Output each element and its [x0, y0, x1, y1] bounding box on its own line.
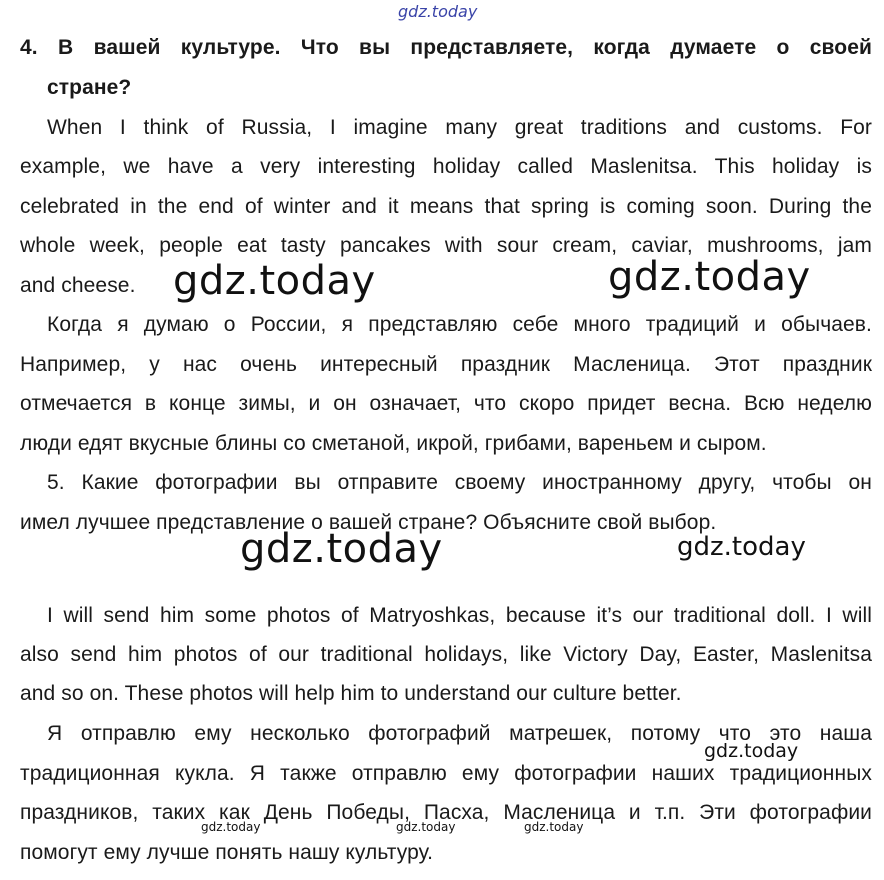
q4-en-line1: When I think of Russia, I imagine many great traditions and customs. For	[47, 116, 872, 139]
q5-ru-line2: традиционная кукла. Я также отправлю ему фотографии наших традиционных	[20, 762, 872, 785]
watermark-8: gdz.today	[524, 820, 584, 834]
q4-ru-line2: Например, у нас очень интересный праздник Масленица. Этот праздник	[20, 353, 872, 376]
q5-en-line3: and so on. These photos will help him to understand our culture better.	[20, 682, 682, 705]
q5-title-line2: имел лучшее представление о вашей стране? Объясните свой выбор.	[20, 511, 717, 534]
watermark-2: gdz.today	[608, 254, 811, 300]
q4-title-line2: стране?	[47, 76, 132, 99]
q5-ru-line1: Я отправлю ему несколько фотографий матрешек, потому что это наша	[47, 722, 872, 745]
q4-en-line2: example, we have a very interesting holiday called Maslenitsa. This holiday is	[20, 155, 872, 178]
watermark-4: gdz.today	[677, 532, 806, 562]
q5-en-line2: also send him photos of our traditional holidays, like Victory Day, Easter, Maslenitsa	[20, 643, 872, 666]
q4-ru-line1: Когда я думаю о России, я представляю себе много традиций и обычаев.	[47, 313, 872, 336]
watermark-3: gdz.today	[240, 526, 443, 572]
q4-en-line5: and cheese.	[20, 274, 136, 297]
watermark-5: gdz.today	[704, 740, 799, 762]
watermark-top: gdz.today	[398, 2, 478, 21]
q5-ru-line4: помогут ему лучше понять нашу культуру.	[20, 841, 434, 864]
watermark-6: gdz.today	[201, 820, 261, 834]
watermark-7: gdz.today	[396, 820, 456, 834]
q4-ru-line4: люди едят вкусные блины со сметаной, икрой, грибами, вареньем и сыром.	[20, 432, 767, 455]
watermark-1: gdz.today	[173, 258, 376, 304]
q5-ru-line3: праздников, таких как День Победы, Пасха, Масленица и т.п. Эти фотографии	[20, 801, 872, 824]
q5-en-line1: I will send him some photos of Matryoshkas, because it’s our traditional doll. I will	[47, 604, 872, 627]
q4-title-line1: 4. В вашей культуре. Что вы представляете, когда думаете о своей	[20, 36, 872, 59]
q5-title-line1: 5. Какие фотографии вы отправите своему иностранному другу, чтобы он	[47, 471, 872, 494]
q4-en-line3: celebrated in the end of winter and it means that spring is coming soon. During the	[20, 195, 872, 218]
q4-ru-line3: отмечается в конце зимы, и он означает, что скоро придет весна. Всю неделю	[20, 392, 872, 415]
q4-en-line4: whole week, people eat tasty pancakes with sour cream, caviar, mushrooms, jam	[20, 234, 872, 257]
